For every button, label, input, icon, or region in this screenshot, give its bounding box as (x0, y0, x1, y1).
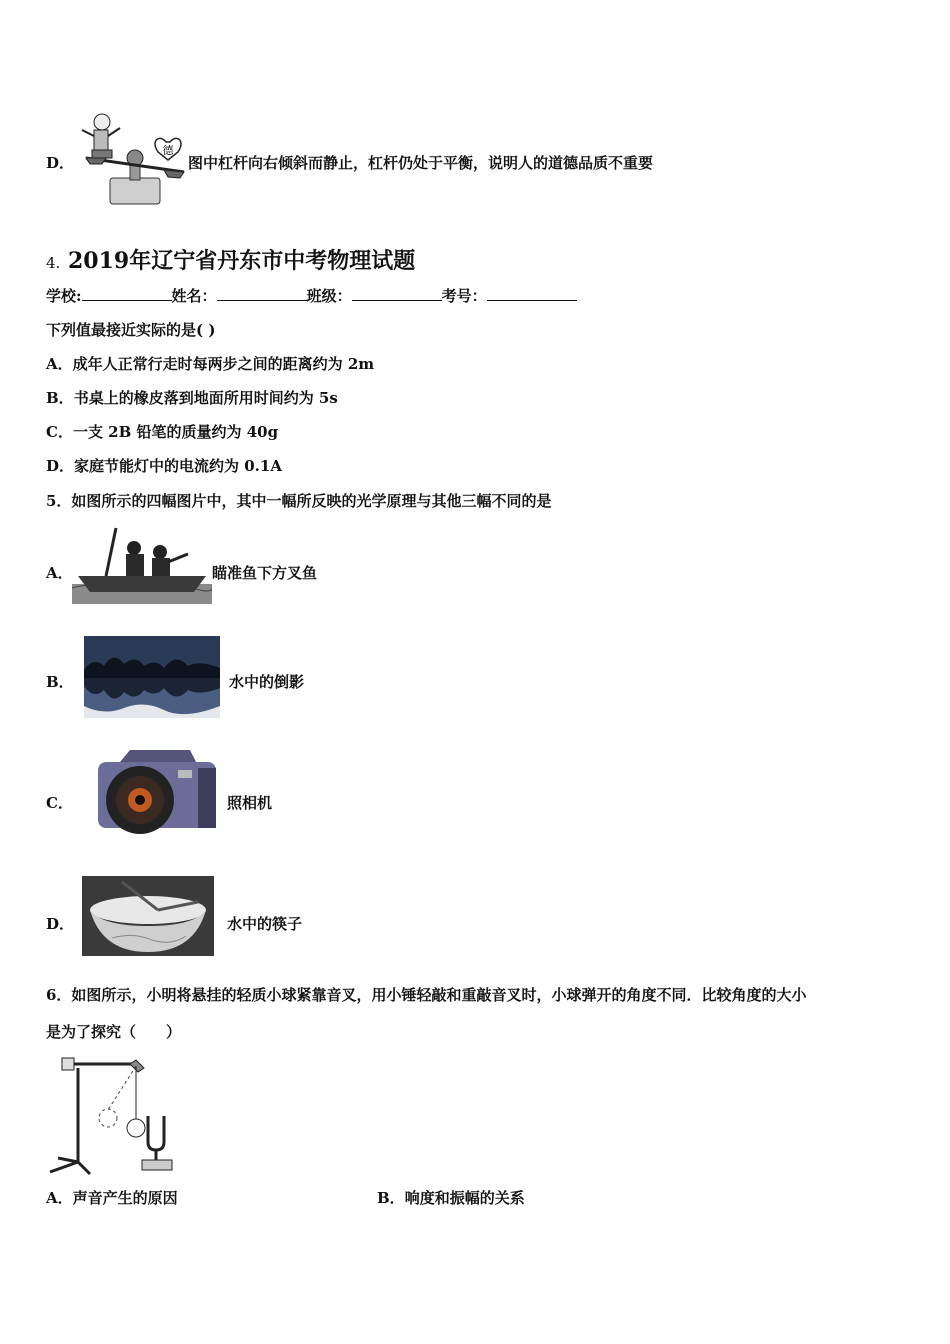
q4-option-c: C．一支 2B 铅笔的质量约为 40g (46, 423, 279, 441)
class-blank (352, 286, 442, 301)
student-info-line (46, 286, 577, 306)
school-label: 学校: (46, 287, 82, 305)
name-blank (217, 286, 307, 301)
q6-option-b: B．响度和振幅的关系 (377, 1189, 525, 1207)
q6-stem-line1: 6．如图所示，小明将悬挂的轻质小球紧靠音叉，用小锤轻敲和重敲音叉时，小球弹开的角度不同．比较角度的大小 (46, 986, 807, 1004)
q3-option-d-label: D． (46, 154, 75, 172)
spear-fishing-picture (72, 522, 212, 604)
heart-icon-text: 德 (162, 144, 174, 157)
tuning-fork-apparatus-picture (44, 1050, 194, 1180)
q5-option-d-label: D． (46, 915, 75, 933)
water-reflection-picture (84, 636, 220, 718)
q5-option-a-label: A． (46, 564, 73, 582)
q4-option-b: B．书桌上的橡皮落到地面所用时间约为 5s (46, 389, 338, 407)
q4-option-d: D．家庭节能灯中的电流约为 0.1A (46, 457, 282, 475)
q6-option-a: A．声音产生的原因 (46, 1189, 178, 1207)
exam-no-blank (487, 286, 577, 301)
q5-stem: 5．如图所示的四幅图片中，其中一幅所反映的光学原理与其他三幅不同的是 (46, 492, 552, 510)
exam-no-label: 考号： (441, 287, 487, 305)
balance-scale-picture (80, 100, 190, 210)
q5-option-d-text: 水中的筷子 (227, 915, 303, 933)
q6-stem-line2: 是为了探究（ ） (46, 1023, 182, 1041)
question-heading (46, 244, 415, 275)
q5-option-c-text: 照相机 (227, 794, 273, 812)
name-label: 姓名： (171, 287, 217, 305)
q4-option-a: A．成年人正常行走时每两步之间的距离约为 2m (46, 355, 375, 373)
q4-stem: 下列值最接近实际的是( ) (46, 321, 216, 339)
q3-option-d-text: 图中杠杆向右倾斜而静止，杠杆仍处于平衡，说明人的道德品质不重要 (188, 154, 654, 172)
q5-option-a-text: 瞄准鱼下方叉鱼 (212, 564, 318, 582)
q5-option-b-text: 水中的倒影 (229, 673, 305, 691)
heading-title: 2019年辽宁省丹东市中考物理试题 (67, 248, 416, 274)
q5-option-b-label: B． (46, 673, 74, 691)
chopsticks-in-water-picture (82, 876, 214, 956)
class-label: 班级： (306, 287, 352, 305)
camera-picture (90, 740, 228, 840)
q5-option-c-label: C． (46, 794, 73, 812)
school-blank (82, 286, 172, 301)
heading-number: 4. (46, 254, 61, 272)
